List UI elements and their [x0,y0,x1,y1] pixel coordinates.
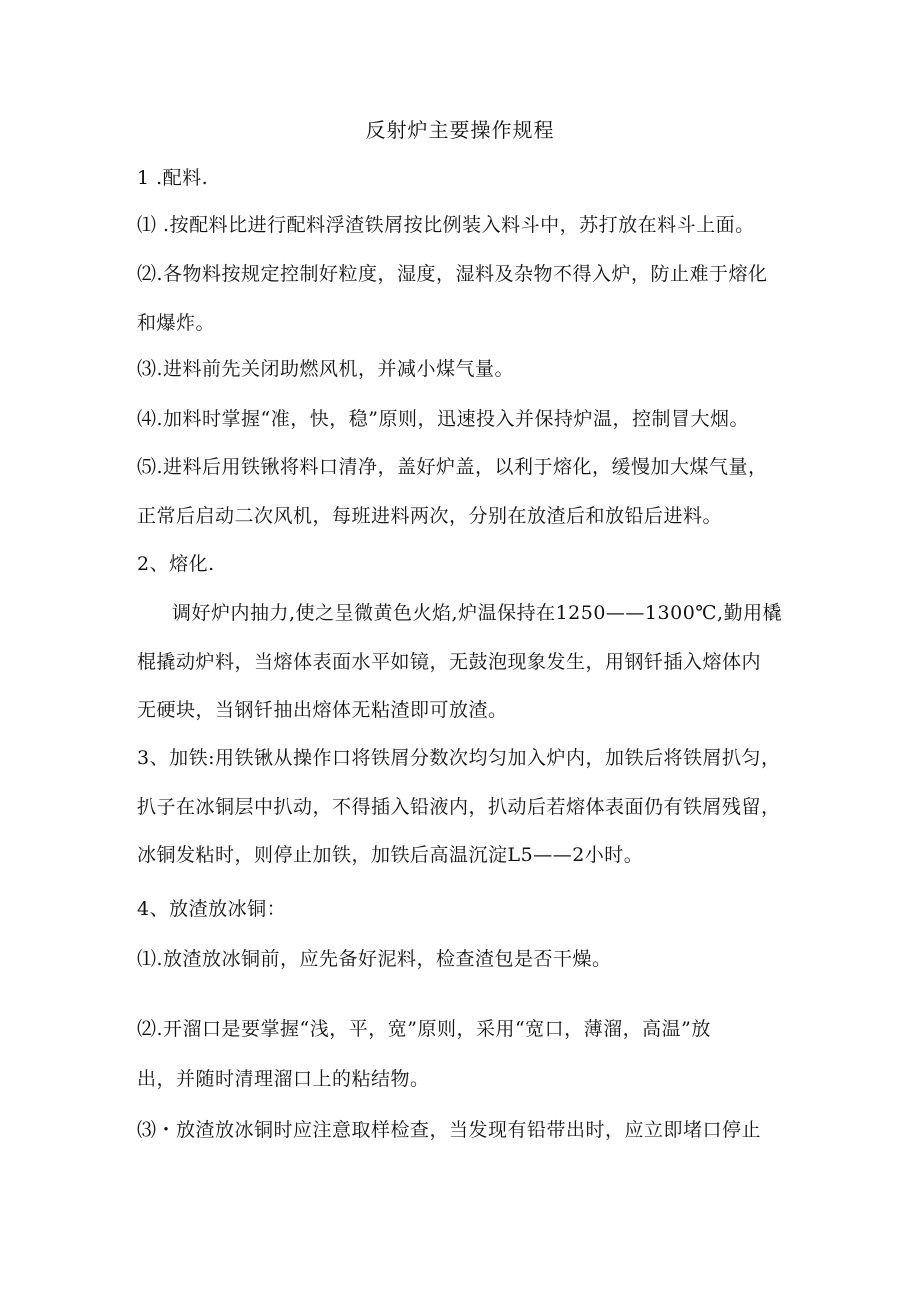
section-heading-2: 2、熔化. [137,553,215,575]
paragraph-line: 无硬块，当钢钎抽出熔体无粘渣即可放渣。 [137,699,508,721]
paragraph-line: 扒子在冰铜层中扒动，不得插入铅液内，扒动后若熔体表面仍有铁屑残留， [137,796,781,818]
section-heading-4: 4、放渣放冰铜： [137,898,287,920]
paragraph-line: 冰铜发粘时，则停止加铁，加铁后高温沉淀L5——2小时。 [137,844,644,866]
paragraph-line: 调好炉内抽力,使之呈微黄色火焰,炉温保持在1250——1300℃,勤用橇 [172,602,783,624]
paragraph-line: ⑵.各物料按规定控制好粒度，湿度，湿料及杂物不得入炉，防止难于熔化 [137,263,768,285]
paragraph-line: ⑵.开溜口是要掌握“浅，平，宽”原则，采用“宽口，薄溜，高温”放 [137,1018,711,1040]
section-heading-3: 3、加铁:用铁锹从操作口将铁屑分数次均匀加入炉内，加铁后将铁屑扒匀， [137,747,781,769]
paragraph-line: 棍撬动炉料，当熔体表面水平如镜，无鼓泡现象发生，用钢钎插入熔体内 [137,651,762,673]
paragraph-line: 正常后启动二次风机，每班进料两次，分别在放渣后和放铅后进料。 [137,505,723,527]
paragraph-line: 和爆炸。 [137,312,216,334]
paragraph-line: ⑴.放渣放冰铜前，应先备好泥料，检查渣包是否干燥。 [137,948,612,970]
paragraph-line: ⑶・放渣放冰铜时应注意取样检查，当发现有铅带出时，应立即堵口停止 [137,1119,762,1141]
paragraph-line: 出，并随时清理溜口上的粘结物。 [137,1068,430,1090]
paragraph-line: ⑷.加料时掌握“准，快，稳”原则，迅速投入并保持炉温，控制冒大烟。 [137,408,749,430]
paragraph-line: ⑴ .按配料比进行配料浮渣铁屑按比例装入料斗中，苏打放在料斗上面。 [137,214,755,236]
paragraph-line: ⑶.进料前先关闭助燃风机，并减小煤气量。 [137,358,515,380]
page-title: 反射炉主要操作规程 [365,118,555,142]
section-heading-1: 1 .配料. [137,167,209,189]
paragraph-line: ⑸.进料后用铁锹将料口清净，盖好炉盖，以利于熔化，缓慢加大煤气量， [137,456,768,478]
